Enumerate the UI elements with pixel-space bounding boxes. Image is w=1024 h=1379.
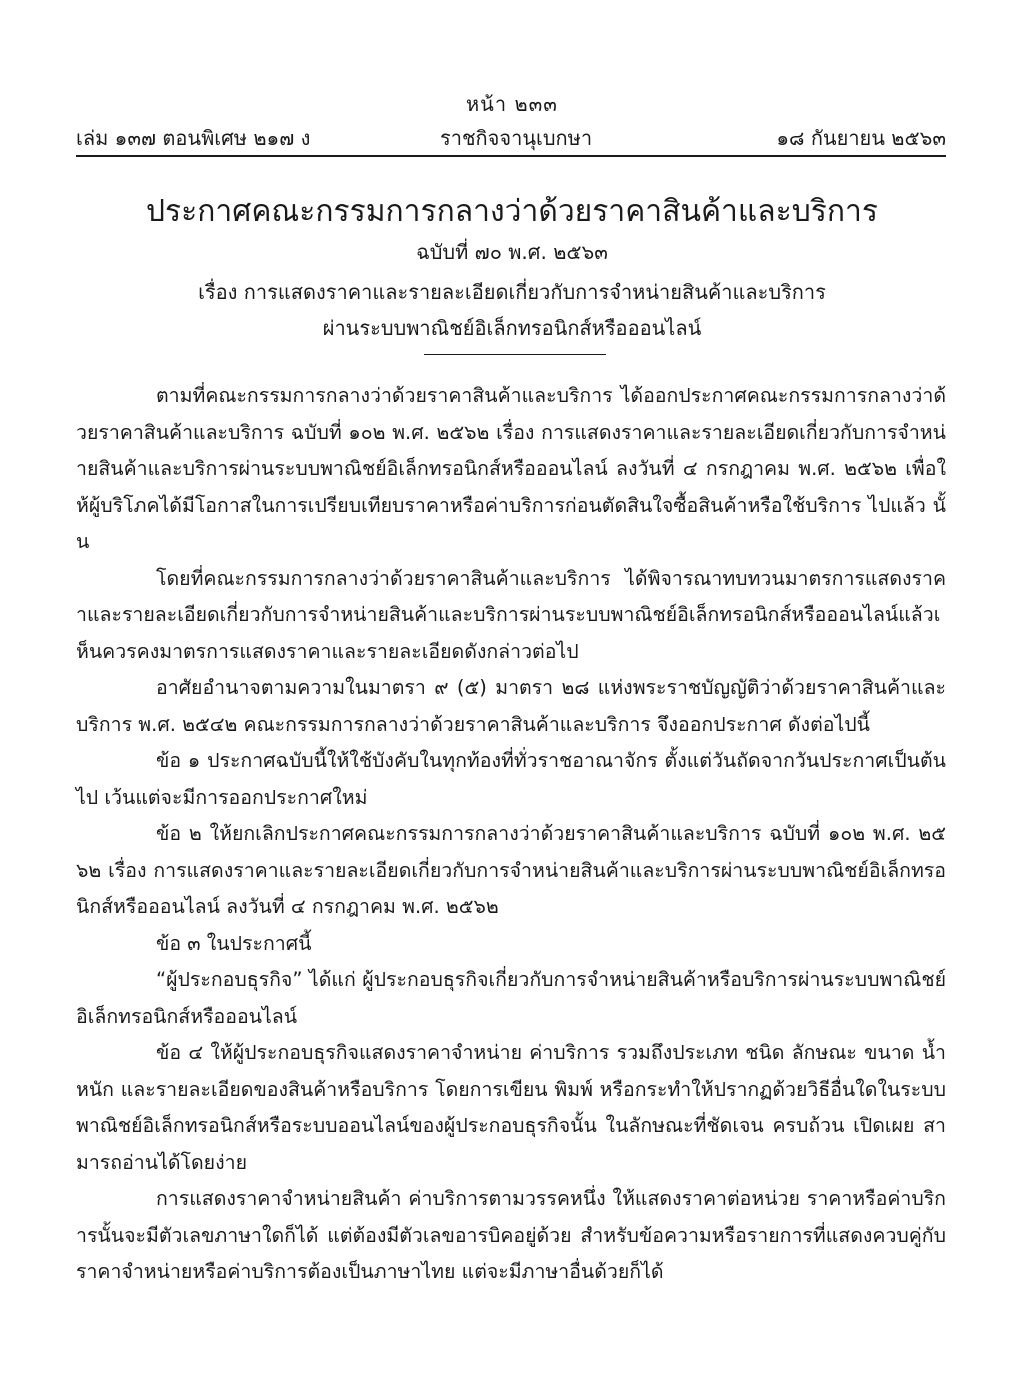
announcement-body: [76, 378, 946, 1291]
paragraph: การแสดงราคาจำหน่ายสินค้า ค่าบริการตามวรรคหนึ่ง ให้แสดงราคาต่อหน่วย ราคาหรือค่าบริการนั้นจะมีตัวเลขภาษาใดก็ได้ แต่ต้องมีตัวเลขอารบิคอยู่ด้วย สำหรับข้อความหรือรายการที่แสดงควบคู่กับราคาจำหน่ายหรือค่าบริการต้องเป็นภาษาไทย แต่จะมีภาษาอื่นด้วยก็ได้: [76, 1187, 946, 1283]
gazette-header: [76, 122, 946, 154]
gazette-name: ราชกิจจานุเบกษา: [440, 126, 593, 150]
paragraph: ตามที่คณะกรรมการกลางว่าด้วยราคาสินค้าและบริการ ได้ออกประกาศคณะกรรมการกลางว่าด้วยราคาสินค้าและบริการ ฉบับที่ ๑๐๒ พ.ศ. ๒๕๖๒ เรื่อง การแสดงราคาและรายละเอียดเกี่ยวกับการจำหน่ายสินค้าและบริการผ่านระบบพาณิชย์อิเล็กทรอนิกส์หรือออนไลน์ ลงวันที่ ๔ กรกฎาคม พ.ศ. ๒๕๖๒ เพื่อให้ผู้บริโภคได้มีโอกาสในการเปรียบเทียบราคาหรือค่าบริการก่อนตัดสินใจซื้อสินค้าหรือใช้บริการ ไปแล้ว นั้น: [76, 384, 946, 553]
page-number: หน้า ๒๓๓: [466, 92, 558, 116]
paragraph: “ผู้ประกอบธุรกิจ” ได้แก่ ผู้ประกอบธุรกิจเกี่ยวกับการจำหน่ายสินค้าหรือบริการผ่านระบบพาณิชย์อิเล็กทรอนิกส์หรือออนไลน์: [76, 968, 946, 1028]
announcement-subject-line1: เรื่อง การแสดงราคาและรายละเอียดเกี่ยวกับการจำหน่ายสินค้าและบริการ: [198, 280, 826, 304]
announcement-title: ประกาศคณะกรรมการกลางว่าด้วยราคาสินค้าและบริการ: [146, 194, 878, 229]
paragraph: ข้อ ๓ ในประกาศนี้: [156, 931, 312, 955]
announcement-subject-line2: ผ่านระบบพาณิชย์อิเล็กทรอนิกส์หรือออนไลน์: [322, 316, 702, 340]
paragraph: ข้อ ๒ ให้ยกเลิกประกาศคณะกรรมการกลางว่าด้วยราคาสินค้าและบริการ ฉบับที่ ๑๐๒ พ.ศ. ๒๕๖๒ เรื่อง การแสดงราคาและรายละเอียดเกี่ยวกับการจำหน่ายสินค้าและบริการผ่านระบบพาณิชย์อิเล็กทรอนิกส์หรือออนไลน์ ลงวันที่ ๔ กรกฎาคม พ.ศ. ๒๕๖๒: [76, 822, 946, 918]
volume-issue: เล่ม ๑๓๗ ตอนพิเศษ ๒๑๗ ง: [76, 126, 311, 150]
paragraph: โดยที่คณะกรรมการกลางว่าด้วยราคาสินค้าและบริการ ได้พิจารณาทบทวนมาตรการแสดงราคาและรายละเอียดเกี่ยวกับการจำหน่ายสินค้าและบริการผ่านระบบพาณิชย์อิเล็กทรอนิกส์หรือออนไลน์แล้วเห็นควรคงมาตรการแสดงราคาและรายละเอียดดังกล่าวต่อไป: [76, 566, 946, 663]
publication-date: ๑๘ กันยายน ๒๕๖๓: [776, 126, 946, 150]
paragraph: ข้อ ๔ ให้ผู้ประกอบธุรกิจแสดงราคาจำหน่าย ค่าบริการ รวมถึงประเภท ชนิด ลักษณะ ขนาด น้ำหนัก และรายละเอียดของสินค้าหรือบริการ โดยการเขียน พิมพ์ หรือกระทำให้ปรากฏด้วยวิธีอื่นใดในระบบพาณิชย์อิเล็กทรอนิกส์หรือระบบออนไลน์ของผู้ประกอบธุรกิจนั้น ในลักษณะที่ชัดเจน ครบถ้วน เปิดเผย สามารถอ่านได้โดยง่าย: [76, 1041, 946, 1174]
title-divider: [424, 354, 606, 355]
paragraph: ข้อ ๑ ประกาศฉบับนี้ให้ใช้บังคับในทุกท้องที่ทั่วราชอาณาจักร ตั้งแต่วันถัดจากวันประกาศเป็นต้นไป เว้นแต่จะมีการออกประกาศใหม่: [76, 749, 946, 809]
paragraph: อาศัยอำนาจตามความในมาตรา ๙ (๕) มาตรา ๒๘ แห่งพระราชบัญญัติว่าด้วยราคาสินค้าและบริการ พ.ศ. ๒๕๔๒ คณะกรรมการกลางว่าด้วยราคาสินค้าและบริการ จึงออกประกาศ ดังต่อไปนี้: [76, 676, 946, 736]
announcement-edition: ฉบับที่ ๗๐ พ.ศ. ๒๕๖๓: [416, 240, 608, 264]
header-divider: [76, 155, 946, 157]
